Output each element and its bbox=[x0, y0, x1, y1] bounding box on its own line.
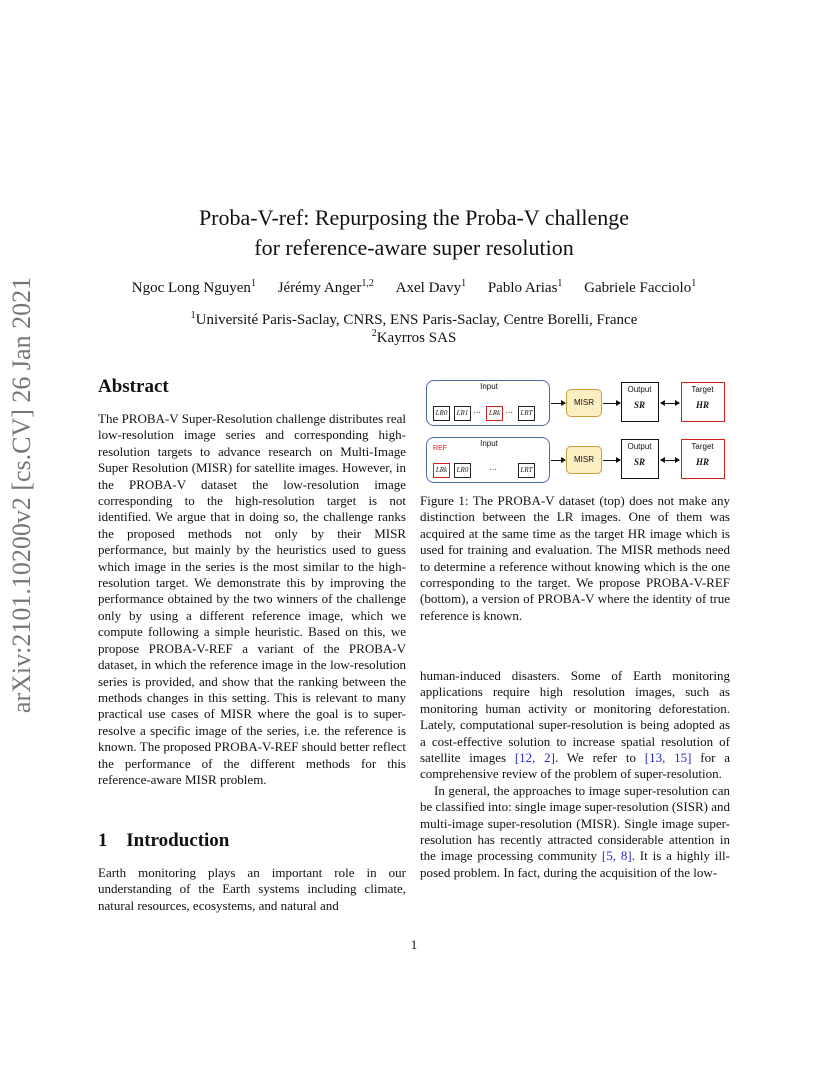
author: Ngoc Long Nguyen$^1$ bbox=[131, 278, 256, 296]
lr-image: LR0 bbox=[433, 406, 450, 421]
abstract-paragraph: The PROBA-V Super-Resolution challenge distributes real low-resolution image series and corresponding high-resolution targets to advance research on Multi-Image Super Resolution (MISR) for satellite images. However, in the PROBA-V dataset the low-resolution image corresponding to the high-resolution target is not identified. We argue that in doing so, the challenge ranks the proposed methods not only by their MISR performance, but mainly by the heuristics used to guess which image in the series is the most similar to the high-resolution target. We demonstrate this by improving the performance obtained by the two winners of the challenge only by using a different reference image, which we compute following a simple heuristic. Based on this, we propose PROBA-V-REF a variant of the PROBA-V dataset, in which the reference image in the low-resolution series is provided, and show that the ranking between the methods changes in this setting. This is relevant to many practical use cases of MISR where the goal is to super-resolve a specific image of the series, i.e. the reference is known. The proposed PROBA-V-REF should better reflect the performance of the different methods for this reference-aware MISR problem. bbox=[98, 411, 406, 787]
input-box-bottom bbox=[426, 437, 550, 483]
ellipsis: ··· bbox=[505, 408, 513, 417]
author: Jérémy Anger$^{1,2}$ bbox=[277, 278, 374, 296]
double-arrow bbox=[661, 460, 679, 461]
paragraph: In general, the approaches to image super-resolution can be classified into: single image super-resolution (SISR) and multi-image super-resolution (MISR). Single image super-resolution has recently attracted considerable attention in the image processing community [5, 8]. It is a highly ill-posed problem. In fact, during the acquisition of the low- bbox=[420, 782, 730, 880]
output-value: SR bbox=[633, 457, 645, 467]
output-box bbox=[621, 382, 659, 422]
abstract-body bbox=[98, 411, 406, 788]
abstract-heading: Abstract bbox=[98, 376, 169, 397]
arrow bbox=[551, 403, 565, 404]
output-label: Output bbox=[627, 385, 652, 394]
author: Pablo Arias$^1$ bbox=[487, 278, 563, 296]
intro-body bbox=[98, 865, 406, 914]
ellipsis: ··· bbox=[473, 408, 481, 417]
section-title: Introduction bbox=[126, 830, 230, 851]
target-value: HR bbox=[695, 400, 709, 410]
output-value: SR bbox=[633, 400, 645, 410]
author-list bbox=[0, 280, 828, 297]
output-box bbox=[621, 439, 659, 479]
intro-paragraph: Earth monitoring plays an important role in our understanding of the Earth systems including climate, natural resources, ecosystems, and natural and bbox=[98, 865, 406, 913]
author: Gabriele Facciolo$^1$ bbox=[584, 278, 697, 296]
citation-link[interactable]: [5, 8] bbox=[601, 848, 632, 864]
arrow bbox=[603, 460, 620, 461]
arrow bbox=[551, 460, 565, 461]
double-arrow bbox=[661, 403, 679, 404]
misr-box: MISR bbox=[566, 389, 602, 417]
affiliation-1: $^1$Université Paris-Saclay, CNRS, ENS Paris-Saclay, Centre Borelli, France bbox=[190, 310, 638, 328]
target-box bbox=[681, 439, 725, 479]
lr-image: LRT bbox=[518, 463, 535, 478]
input-label: Input bbox=[480, 439, 498, 448]
ellipsis: ··· bbox=[489, 465, 497, 474]
citation-link[interactable]: [12, 2] bbox=[514, 750, 556, 766]
lr-image: LR0 bbox=[454, 463, 471, 478]
ref-label: REF bbox=[433, 445, 447, 452]
target-value: HR bbox=[695, 457, 709, 467]
arxiv-id: arXiv:2101.10200v2 [cs.CV] 26 Jan 2021 bbox=[7, 276, 36, 714]
figure-caption: Figure 1: The PROBA-V dataset (top) does not make any distinction between the LR images. One of them was acquired at the same time as the target HR image which is used for training and evaluation. The MISR methods need to determine a reference without knowing which is the one corresponding to the target. We propose PROBA-V-REF (bottom), a version of PROBA-V where the identity of true reference is known. bbox=[420, 493, 730, 623]
right-column-body bbox=[420, 668, 730, 881]
paper-title bbox=[0, 203, 828, 263]
output-label: Output bbox=[627, 442, 652, 451]
section-number: 1 bbox=[98, 830, 108, 851]
input-box-top bbox=[426, 380, 550, 426]
title-line-1: Proba-V-ref: Repurposing the Proba-V challenge bbox=[198, 205, 630, 230]
figure-1 bbox=[420, 372, 740, 487]
lr-image: LRk bbox=[433, 463, 450, 478]
input-label: Input bbox=[480, 382, 498, 391]
target-label: Target bbox=[691, 385, 714, 394]
page-number: 1 bbox=[410, 937, 418, 952]
intro-heading bbox=[98, 830, 229, 852]
target-box bbox=[681, 382, 725, 422]
citation-link[interactable]: [13, 15] bbox=[644, 750, 692, 766]
arrow bbox=[603, 403, 620, 404]
misr-box: MISR bbox=[566, 446, 602, 474]
lr-image: LR1 bbox=[454, 406, 471, 421]
title-line-2: for reference-aware super resolution bbox=[254, 235, 574, 260]
author: Axel Davy$^1$ bbox=[395, 278, 467, 296]
affiliation-2: $^2$Kayrros SAS bbox=[371, 328, 457, 346]
paragraph: human-induced disasters. Some of Earth monitoring applications require high resolution images, such as monitoring human activity or monitoring deforestation. Lately, computational super-resolution is being adopted as a cost-effective solution to increase spatial resolution of satellite images [12, 2]. We refer to [13, 15] for a comprehensive review of the problem of super-resolution. bbox=[420, 668, 730, 782]
lr-image: LRk bbox=[486, 406, 503, 421]
target-label: Target bbox=[691, 442, 714, 451]
lr-image: LRT bbox=[518, 406, 535, 421]
